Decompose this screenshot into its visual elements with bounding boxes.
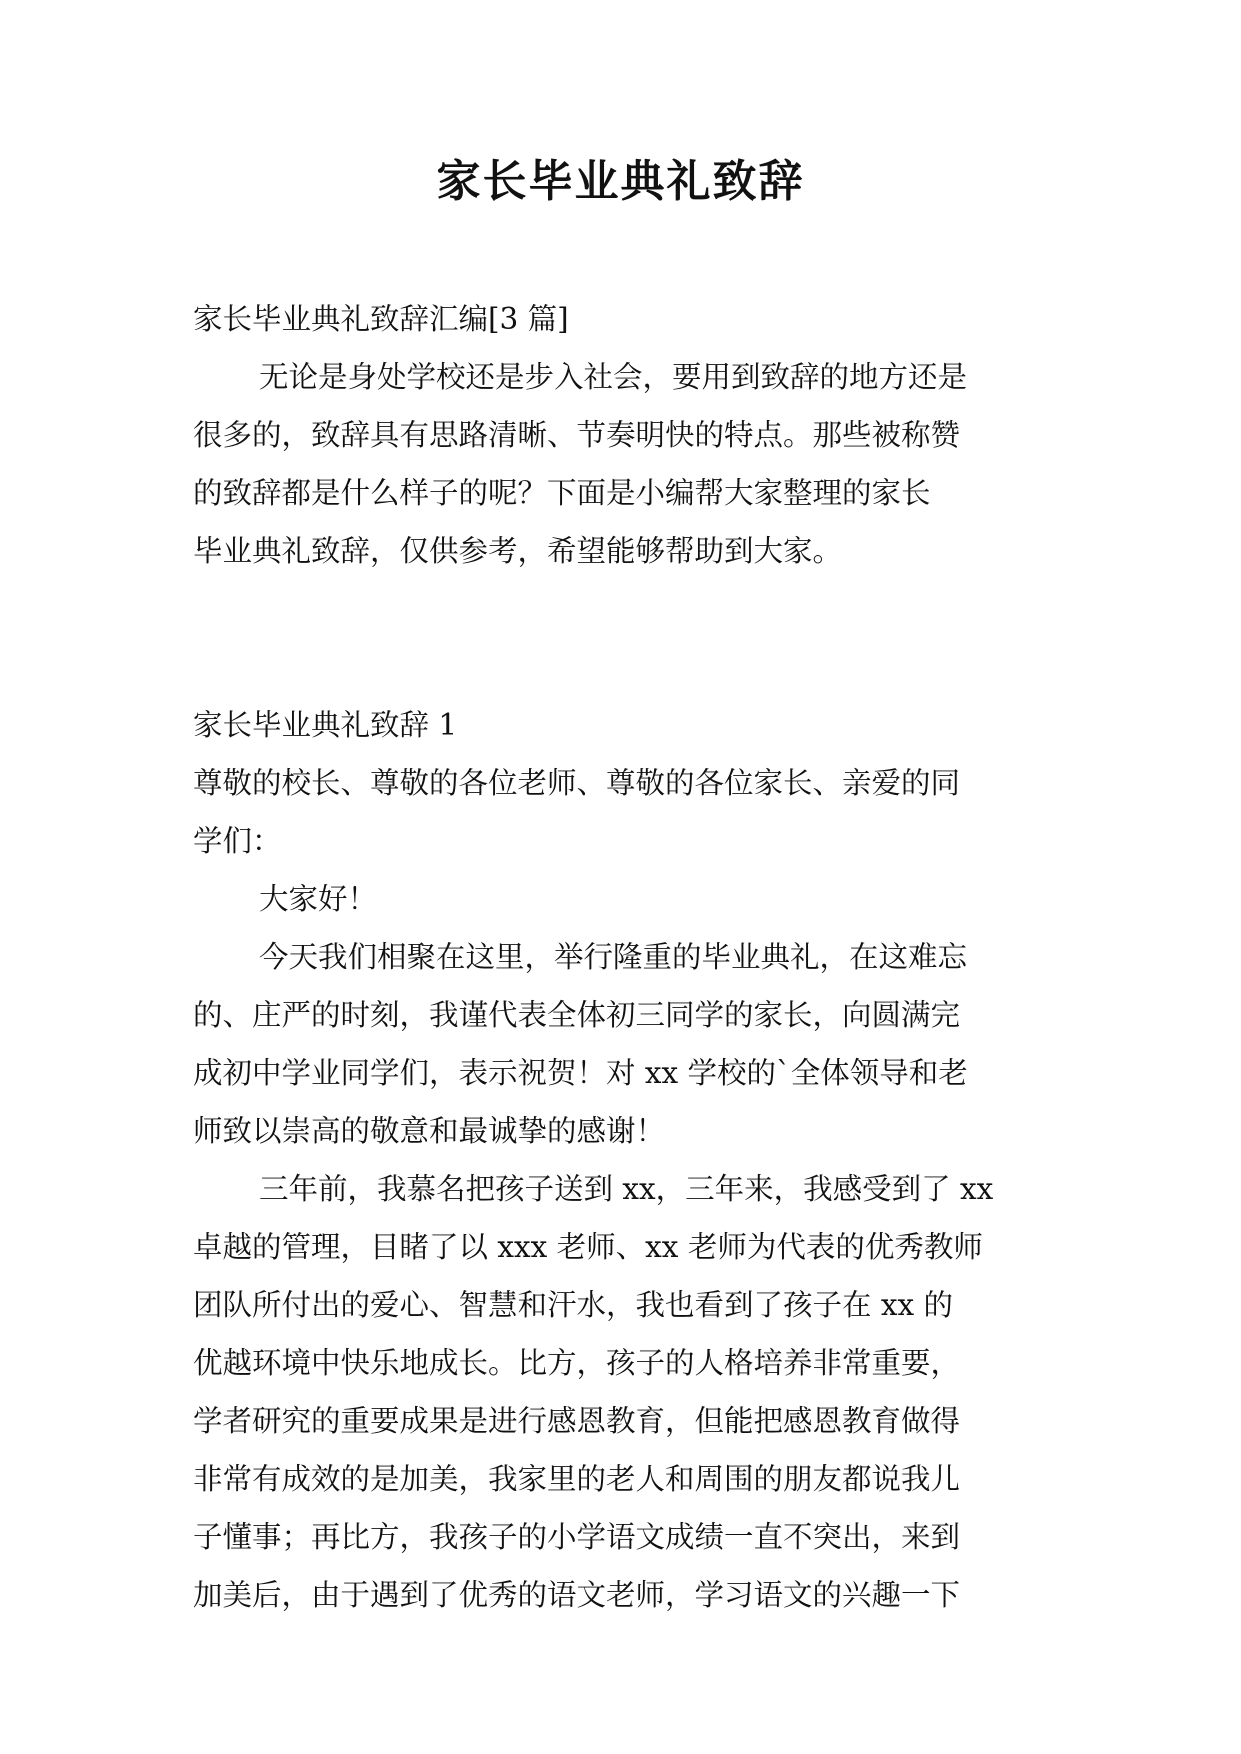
salutation-line: 尊敬的校长、尊敬的各位老师、尊敬的各位家长、亲爱的同: [193, 766, 961, 800]
paragraph-1: [193, 928, 1058, 1160]
document-title: 家长毕业典礼致辞: [436, 156, 805, 207]
paragraph-line: 加美后，由于遇到了优秀的语文老师，学习语文的兴趣一下: [193, 1578, 961, 1612]
paragraph-line: 子懂事；再比方，我孩子的小学语文成绩一直不突出，来到: [193, 1520, 961, 1554]
salutation-line: 学们：: [193, 824, 282, 858]
salutation: [193, 754, 1058, 870]
intro-line: 无论是身处学校还是步入社会，要用到致辞的地方还是: [259, 360, 968, 394]
paragraph-line: 三年前，我慕名把孩子送到 xx，三年来，我感受到了 xx: [259, 1172, 994, 1206]
paragraph-line: 非常有成效的是加美，我家里的老人和周围的朋友都说我儿: [193, 1462, 961, 1496]
paragraph-2: [193, 1160, 1058, 1624]
paragraph-line: 成初中学业同学们，表示祝贺！对 xx 学校的`全体领导和老: [193, 1056, 968, 1090]
paragraph-line: 学者研究的重要成果是进行感恩教育，但能把感恩教育做得: [193, 1404, 961, 1438]
intro-line: 的致辞都是什么样子的呢？下面是小编帮大家整理的家长: [193, 476, 931, 510]
paragraph-spacer: [193, 580, 1058, 696]
greeting: 大家好！: [259, 882, 378, 916]
intro-line: 毕业典礼致辞，仅供参考，希望能够帮助到大家。: [193, 534, 843, 568]
section-heading: 家长毕业典礼致辞 1: [193, 708, 458, 742]
paragraph-line: 师致以崇高的敬意和最诚挚的感谢！: [193, 1114, 666, 1148]
document-subtitle: 家长毕业典礼致辞汇编[3 篇]: [193, 302, 569, 336]
paragraph-line: 今天我们相聚在这里，举行隆重的毕业典礼，在这难忘: [259, 940, 968, 974]
intro-paragraph: [193, 348, 1058, 580]
paragraph-line: 的、庄严的时刻，我谨代表全体初三同学的家长，向圆满完: [193, 998, 961, 1032]
paragraph-line: 卓越的管理，目睹了以 xxx 老师、xx 老师为代表的优秀教师: [193, 1230, 983, 1264]
document-body: [193, 290, 1058, 1624]
intro-line: 很多的，致辞具有思路清晰、节奏明快的特点。那些被称赞: [193, 418, 961, 452]
paragraph-line: 优越环境中快乐地成长。比方，孩子的人格培养非常重要，: [193, 1346, 961, 1380]
paragraph-line: 团队所付出的爱心、智慧和汗水，我也看到了孩子在 xx 的: [193, 1288, 954, 1322]
